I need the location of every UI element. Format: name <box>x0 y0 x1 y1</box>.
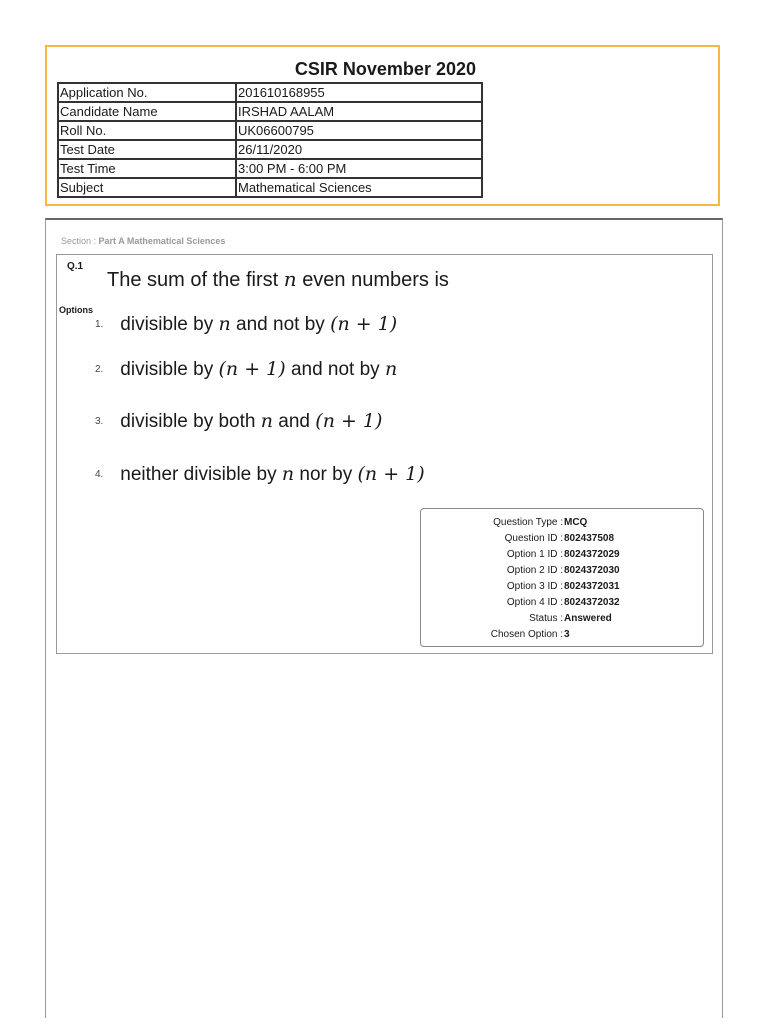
question-text <box>107 267 449 292</box>
option-text: and not by <box>290 359 380 380</box>
candidate-info-table <box>57 82 483 198</box>
table-row <box>58 83 482 102</box>
question-text-part: even numbers is <box>302 269 449 291</box>
math-expr: n <box>281 463 295 485</box>
exam-title: CSIR November 2020 <box>294 59 476 79</box>
meta-value: 8024372030 <box>564 565 620 576</box>
option-number: 4. <box>95 469 104 481</box>
meta-key: Option 2 ID : <box>506 565 563 576</box>
table-row <box>58 159 482 178</box>
math-expr: (n + 1) <box>330 313 398 335</box>
field-label: Subject <box>58 178 236 197</box>
field-value: UK06600795 <box>236 121 482 140</box>
question-number: Q.1 <box>67 261 84 272</box>
meta-row <box>421 627 705 643</box>
field-value: 201610168955 <box>236 83 482 102</box>
field-value: IRSHAD AALAM <box>236 102 482 121</box>
option-text: and <box>278 411 310 432</box>
field-label: Test Date <box>58 140 236 159</box>
meta-key: Chosen Option : <box>490 629 563 640</box>
meta-key: Question ID : <box>504 533 563 544</box>
section-name: Part A Mathematical Sciences <box>98 236 226 246</box>
option-text: and not by <box>236 314 325 335</box>
field-value: 26/11/2020 <box>236 140 482 159</box>
question-panel <box>45 218 723 1018</box>
field-value: Mathematical Sciences <box>236 178 482 197</box>
math-expr: (n + 1) <box>357 463 425 485</box>
meta-value: 802437508 <box>564 533 615 544</box>
question-box <box>56 254 713 654</box>
field-label: Test Time <box>58 159 236 178</box>
meta-row <box>421 611 705 627</box>
option-text: divisible by <box>120 359 214 380</box>
math-expr: n <box>218 313 231 335</box>
math-var: n <box>283 267 297 291</box>
field-label: Candidate Name <box>58 102 236 121</box>
field-label: Application No. <box>58 83 236 102</box>
candidate-info-box <box>45 45 720 206</box>
question-meta-box <box>420 508 704 647</box>
question-text-part: The sum of the first <box>107 269 279 291</box>
meta-row <box>421 595 705 611</box>
meta-key: Option 4 ID : <box>506 597 563 608</box>
option-text: neither divisible by <box>120 464 277 485</box>
meta-row <box>421 515 705 531</box>
table-row <box>58 178 482 197</box>
field-label: Roll No. <box>58 121 236 140</box>
meta-row <box>421 531 705 547</box>
option-text: divisible by <box>120 314 214 335</box>
option-2 <box>95 358 397 381</box>
meta-row <box>421 563 705 579</box>
meta-value: Answered <box>564 613 612 624</box>
option-1 <box>95 313 397 336</box>
meta-value: 8024372029 <box>564 549 620 560</box>
meta-value: 3 <box>564 629 570 640</box>
section-prefix: Section : <box>61 236 97 246</box>
table-row <box>58 140 482 159</box>
meta-key: Option 3 ID : <box>506 581 563 592</box>
meta-key: Option 1 ID : <box>506 549 563 560</box>
option-text: nor by <box>299 464 353 485</box>
field-value: 3:00 PM - 6:00 PM <box>236 159 482 178</box>
option-4 <box>95 463 425 486</box>
option-number: 3. <box>95 416 104 428</box>
meta-value: 8024372032 <box>564 597 620 608</box>
table-row <box>58 121 482 140</box>
meta-key: Status : <box>529 613 563 624</box>
meta-key: Question Type : <box>493 517 563 528</box>
math-expr: (n + 1) <box>218 358 286 380</box>
math-expr: n <box>260 410 274 432</box>
option-number: 2. <box>95 364 104 376</box>
meta-value: 8024372031 <box>564 581 620 592</box>
table-row <box>58 102 482 121</box>
option-text: divisible by both <box>120 411 256 432</box>
option-3 <box>95 410 382 433</box>
math-expr: (n + 1) <box>315 410 383 432</box>
meta-row <box>421 547 705 563</box>
meta-row <box>421 579 705 595</box>
section-label <box>61 236 225 246</box>
math-expr: n <box>384 358 398 380</box>
meta-value: MCQ <box>564 517 588 528</box>
option-number: 1. <box>95 319 104 331</box>
options-label: Options <box>59 305 93 315</box>
